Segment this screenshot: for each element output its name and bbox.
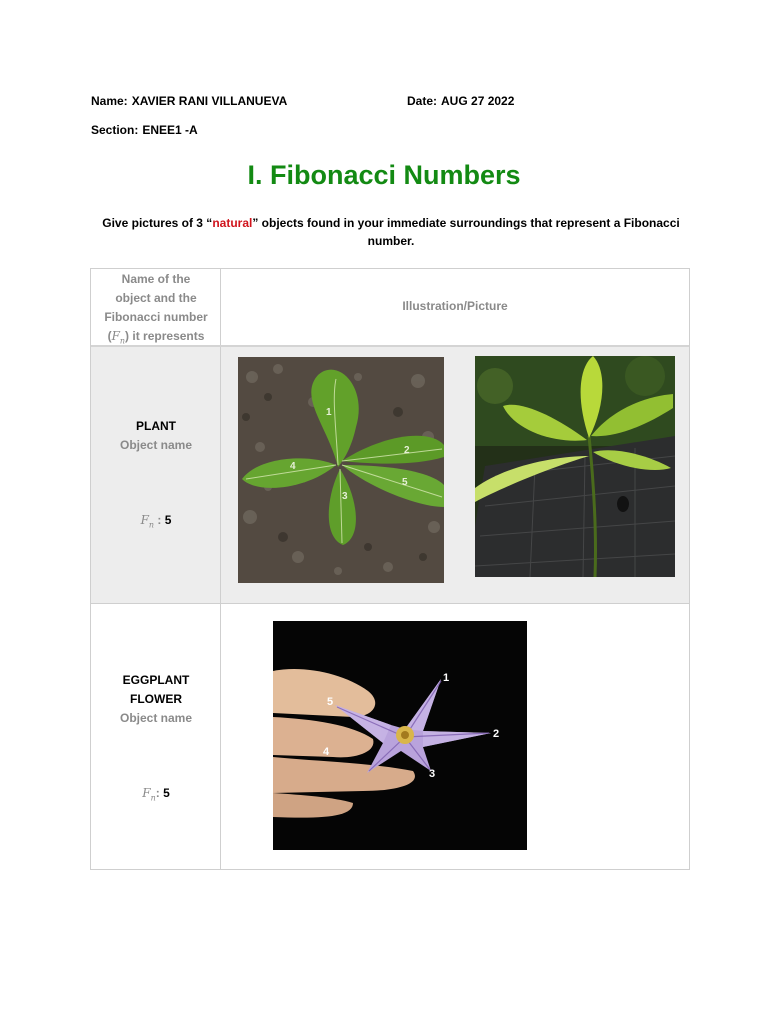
instruction-highlight: natural (212, 216, 253, 230)
plant-photo-top-view (238, 357, 444, 583)
header-left-line3: Fibonacci number (104, 310, 208, 324)
fibonacci-table (90, 268, 690, 870)
header-left-text (91, 270, 221, 350)
object-name-line2: FLOWER (130, 692, 182, 706)
object-label (91, 417, 221, 455)
date-line (407, 94, 514, 108)
fn-subscript: n (119, 336, 126, 346)
leaf-label-2: 2 (404, 445, 410, 456)
table-row (91, 347, 689, 604)
fn-separator: : (155, 786, 164, 800)
plant-photo-side-view (475, 356, 675, 577)
fibonacci-value (91, 786, 221, 802)
header-left-tail: it represents (129, 329, 205, 343)
date-value: AUG 27 2022 (441, 94, 515, 108)
eggplant-flower-photo (273, 621, 527, 850)
page-title: I. Fibonacci Numbers (247, 160, 521, 190)
leaf-label-5: 5 (402, 477, 408, 488)
leaf-label-4: 4 (290, 461, 296, 472)
fn-letter: F (142, 786, 151, 800)
fn-symbol (140, 513, 155, 530)
date-label: Date: (407, 94, 438, 108)
petal-label-2: 2 (493, 728, 500, 740)
object-hint: Object name (119, 438, 193, 452)
object-label (91, 671, 221, 728)
fn-number: 5 (163, 786, 170, 800)
fn-subscript: n (148, 520, 155, 530)
petal-label-4: 4 (323, 746, 330, 758)
leaf-label-1: 1 (326, 407, 332, 418)
table-row (91, 604, 689, 869)
object-cell (91, 347, 221, 603)
petal-label-5: 5 (327, 696, 334, 708)
section-value: ENEE1 -A (142, 123, 198, 137)
name-label: Name: (91, 94, 128, 108)
fn-open-paren: ( (107, 329, 112, 343)
instruction-text (91, 214, 691, 250)
fn-letter: F (111, 329, 120, 343)
instruction-after: ” objects found in your immediate surroundings that represent a Fibonacci number. (252, 216, 680, 248)
plant-top-view-drawing (238, 357, 444, 583)
fn-number: 5 (164, 513, 172, 527)
fibonacci-value (91, 513, 221, 529)
fn-symbol (111, 329, 126, 346)
eggplant-flower-drawing (273, 621, 527, 850)
object-cell (91, 604, 221, 869)
object-name: PLANT (136, 419, 176, 433)
student-name: XAVIER RANI VILLANUEVA (131, 94, 288, 108)
leaf-label-3: 3 (342, 491, 348, 502)
petal-label-3: 3 (429, 768, 436, 780)
object-name-line1: EGGPLANT (122, 673, 190, 687)
header-right-text: Illustration/Picture (402, 299, 508, 313)
fn-close-paren: ) (125, 329, 130, 343)
header-left-line1: Name of the (121, 272, 191, 286)
object-hint: Object name (119, 711, 193, 725)
petal-label-1: 1 (443, 672, 450, 684)
instruction-before: Give pictures of 3 “ (102, 216, 213, 230)
fn-subscript: n (150, 793, 156, 803)
table-header-row (91, 269, 689, 347)
plant-side-view-drawing (475, 356, 675, 577)
header-left-line2: object and the (115, 291, 197, 305)
fn-symbol (142, 786, 156, 803)
student-name-line (91, 94, 287, 108)
fn-separator: : (154, 513, 165, 527)
section-label: Section: (91, 123, 139, 137)
section-line (91, 123, 198, 137)
fn-letter: F (140, 513, 149, 527)
